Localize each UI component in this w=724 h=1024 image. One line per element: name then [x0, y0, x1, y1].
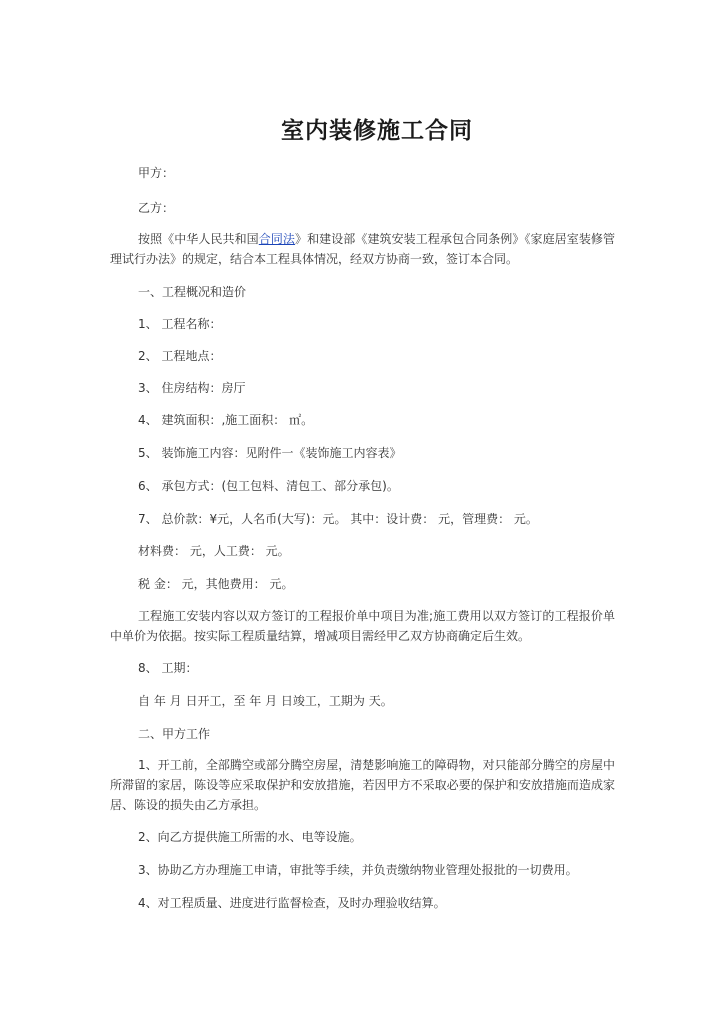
material-fee-line: 材料费： 元，人工费： 元。 [138, 544, 290, 558]
item-house-structure: 3、 住房结构：房厅 [138, 381, 246, 395]
party-a-duty-4: 4、对工程质量、进度进行监督检查，及时办理验收结算。 [138, 896, 446, 910]
section2-heading: 二、甲方工作 [138, 727, 211, 741]
pricing-note-paragraph: 工程施工安装内容以双方签订的工程报价单中项目为准;施工费用以双方签订的工程报价单中单价为依据。按实际工程质量结算，增减项目需经甲乙双方协商确定后生效。 [110, 609, 615, 643]
preamble-text-end: 》和建设部《建筑安装工程承包合同条例》《家庭居室装修管理试行办法》的规定，结合本工程具体情况，经双方协商一致，签订本合同。 [110, 232, 615, 266]
party-a-line: 甲方： [138, 166, 175, 180]
contract-law-link[interactable]: 合同法 [258, 232, 295, 246]
item-duration: 8、 工期： [138, 661, 198, 675]
schedule-line: 自 年 月 日开工，至 年 月 日竣工，工期为 天。 [138, 694, 393, 708]
preamble-text-start: 按照《中华人民共和国 [138, 232, 259, 246]
party-a-duty-1: 1、开工前，全部腾空或部分腾空房屋，清楚影响施工的障碍物，对只能部分腾空的房屋中所滞留的家居，陈设等应采取保护和安放措施，若因甲方不采取必要的保护和安放措施而造成家居、陈设的损失由乙方承担。 [110, 758, 615, 812]
party-b-line: 乙方： [138, 201, 175, 215]
party-a-duty-3: 3、协助乙方办理施工申请，审批等手续，并负责缴纳物业管理处报批的一切费用。 [138, 863, 578, 877]
item-area: 4、 建筑面积：,施工面积： ㎡。 [138, 413, 314, 427]
item-total-price: 7、 总价款：¥元，人名币(大写)：元。 其中：设计费： 元，管理费： 元。 [138, 512, 538, 526]
item-contract-method: 6、 承包方式：(包工包料、清包工、部分承包)。 [138, 479, 399, 493]
section1-heading: 一、工程概况和造价 [138, 285, 247, 299]
item-project-name: 1、 工程名称： [138, 317, 222, 331]
party-a-duty-2: 2、向乙方提供施工所需的水、电等设施。 [138, 830, 362, 844]
item-project-location: 2、 工程地点： [138, 349, 222, 363]
tax-line: 税 金： 元，其他费用： 元。 [138, 577, 294, 591]
preamble-paragraph [110, 229, 615, 269]
item-construction-content: 5、 装饰施工内容：见附件一《装饰施工内容表》 [138, 446, 402, 460]
document-title: 室内装修施工合同 [281, 118, 473, 144]
